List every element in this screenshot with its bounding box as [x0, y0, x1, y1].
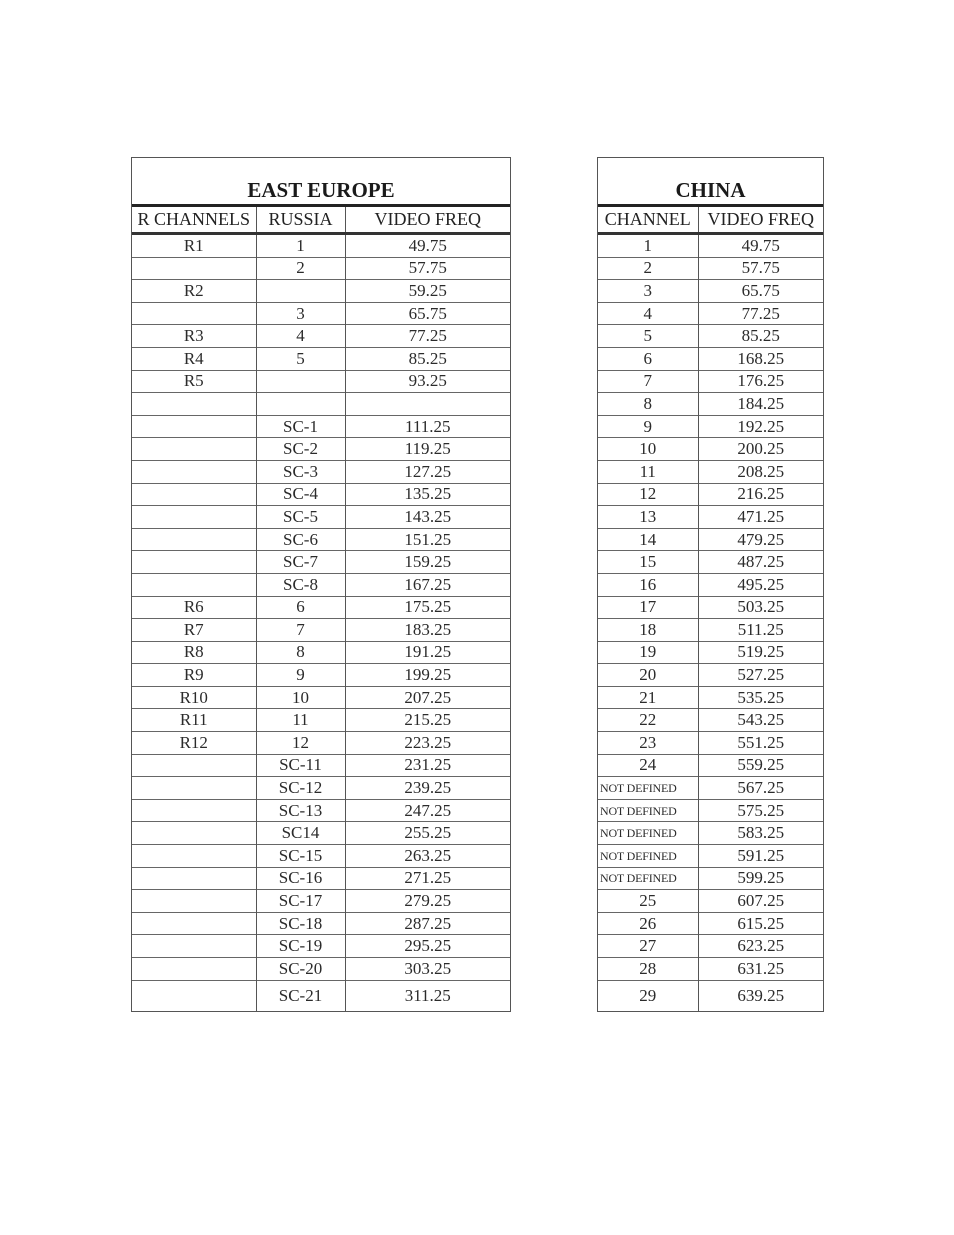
table-row — [132, 573, 510, 596]
russia-cell: SC-17 — [256, 890, 345, 913]
video-freq-cell: 85.25 — [345, 347, 510, 370]
video-freq-cell: 216.25 — [698, 483, 823, 506]
channel-cell: 28 — [598, 958, 698, 981]
channel-cell: NOT DEFINED — [598, 822, 698, 845]
video-freq-cell: 279.25 — [345, 890, 510, 913]
video-freq-cell: 135.25 — [345, 483, 510, 506]
header-row — [598, 207, 823, 234]
table-row — [598, 664, 823, 687]
table-row — [132, 867, 510, 890]
video-freq-cell: 111.25 — [345, 415, 510, 438]
table-row — [598, 709, 823, 732]
table-row — [132, 438, 510, 461]
video-freq-cell: 175.25 — [345, 596, 510, 619]
col-header-r-channels: R CHANNELS — [132, 207, 256, 234]
east-europe-table — [131, 157, 511, 1012]
video-freq-cell: 287.25 — [345, 912, 510, 935]
table-row — [132, 980, 510, 1011]
channel-cell: 24 — [598, 754, 698, 777]
col-header-channel: CHANNEL — [598, 207, 698, 234]
r-channel-cell — [132, 980, 256, 1011]
r-channel-cell — [132, 393, 256, 416]
channel-cell: NOT DEFINED — [598, 799, 698, 822]
table-row — [598, 438, 823, 461]
channel-cell: 13 — [598, 506, 698, 529]
russia-cell: SC14 — [256, 822, 345, 845]
russia-cell: 10 — [256, 686, 345, 709]
table-row — [132, 506, 510, 529]
col-header-video-freq: VIDEO FREQ — [698, 207, 823, 234]
r-channel-cell: R10 — [132, 686, 256, 709]
video-freq-cell: 503.25 — [698, 596, 823, 619]
video-freq-cell: 471.25 — [698, 506, 823, 529]
table-row — [132, 347, 510, 370]
channel-cell: 14 — [598, 528, 698, 551]
table-row — [132, 845, 510, 868]
table-row — [598, 551, 823, 574]
table-row — [132, 460, 510, 483]
r-channel-cell: R7 — [132, 619, 256, 642]
channel-cell: 19 — [598, 641, 698, 664]
video-freq-cell: 191.25 — [345, 641, 510, 664]
channel-cell: 2 — [598, 257, 698, 280]
russia-cell: SC-21 — [256, 980, 345, 1011]
video-freq-cell: 575.25 — [698, 799, 823, 822]
table-row — [132, 619, 510, 642]
r-channel-cell — [132, 506, 256, 529]
table-row — [132, 280, 510, 303]
r-channel-cell — [132, 890, 256, 913]
video-freq-cell: 527.25 — [698, 664, 823, 687]
table-row — [598, 980, 823, 1011]
channel-cell: 16 — [598, 573, 698, 596]
channel-cell: 23 — [598, 732, 698, 755]
russia-cell: SC-1 — [256, 415, 345, 438]
table-row — [132, 483, 510, 506]
video-freq-cell: 85.25 — [698, 325, 823, 348]
video-freq-cell: 77.25 — [698, 302, 823, 325]
r-channel-cell — [132, 302, 256, 325]
video-freq-cell: 199.25 — [345, 664, 510, 687]
r-channel-cell: R5 — [132, 370, 256, 393]
video-freq-cell: 57.75 — [345, 257, 510, 280]
table-row — [598, 415, 823, 438]
table-row — [598, 596, 823, 619]
table-row — [598, 325, 823, 348]
channel-cell: 11 — [598, 460, 698, 483]
channel-cell: 3 — [598, 280, 698, 303]
table-row — [132, 709, 510, 732]
channel-cell: 17 — [598, 596, 698, 619]
table-row — [598, 867, 823, 890]
table-row — [598, 370, 823, 393]
table-row — [132, 596, 510, 619]
video-freq-cell: 583.25 — [698, 822, 823, 845]
col-header-russia: RUSSIA — [256, 207, 345, 234]
table-row — [598, 890, 823, 913]
table-row — [598, 460, 823, 483]
video-freq-cell: 623.25 — [698, 935, 823, 958]
video-freq-cell: 303.25 — [345, 958, 510, 981]
table-row — [598, 799, 823, 822]
video-freq-cell: 247.25 — [345, 799, 510, 822]
video-freq-cell: 151.25 — [345, 528, 510, 551]
china-title: CHINA — [598, 158, 823, 207]
video-freq-cell: 519.25 — [698, 641, 823, 664]
video-freq-cell: 255.25 — [345, 822, 510, 845]
r-channel-cell — [132, 415, 256, 438]
table-row — [132, 641, 510, 664]
video-freq-cell: 207.25 — [345, 686, 510, 709]
r-channel-cell: R12 — [132, 732, 256, 755]
russia-cell: 6 — [256, 596, 345, 619]
table-row — [598, 506, 823, 529]
r-channel-cell: R11 — [132, 709, 256, 732]
video-freq-cell: 535.25 — [698, 686, 823, 709]
header-row — [132, 207, 510, 234]
video-freq-cell: 168.25 — [698, 347, 823, 370]
video-freq-cell: 239.25 — [345, 777, 510, 800]
video-freq-cell: 551.25 — [698, 732, 823, 755]
video-freq-cell: 495.25 — [698, 573, 823, 596]
table-row — [132, 935, 510, 958]
channel-cell: 12 — [598, 483, 698, 506]
table-row — [132, 754, 510, 777]
channel-cell: 21 — [598, 686, 698, 709]
russia-cell: 8 — [256, 641, 345, 664]
russia-cell: SC-11 — [256, 754, 345, 777]
video-freq-cell: 176.25 — [698, 370, 823, 393]
video-freq-cell: 567.25 — [698, 777, 823, 800]
video-freq-cell: 311.25 — [345, 980, 510, 1011]
channel-cell: 6 — [598, 347, 698, 370]
video-freq-cell: 479.25 — [698, 528, 823, 551]
table-row — [132, 370, 510, 393]
channel-cell: 9 — [598, 415, 698, 438]
channel-cell: NOT DEFINED — [598, 777, 698, 800]
table-row — [598, 686, 823, 709]
r-channel-cell — [132, 257, 256, 280]
video-freq-cell: 184.25 — [698, 393, 823, 416]
channel-cell: 29 — [598, 980, 698, 1011]
r-channel-cell — [132, 935, 256, 958]
r-channel-cell: R9 — [132, 664, 256, 687]
russia-cell: SC-16 — [256, 867, 345, 890]
table-row — [132, 890, 510, 913]
channel-cell: 22 — [598, 709, 698, 732]
table-row — [132, 686, 510, 709]
r-channel-cell: R8 — [132, 641, 256, 664]
video-freq-cell: 192.25 — [698, 415, 823, 438]
r-channel-cell — [132, 867, 256, 890]
russia-cell: 7 — [256, 619, 345, 642]
russia-cell: SC-19 — [256, 935, 345, 958]
r-channel-cell: R1 — [132, 234, 256, 258]
video-freq-cell: 639.25 — [698, 980, 823, 1011]
russia-cell — [256, 280, 345, 303]
channel-cell: 27 — [598, 935, 698, 958]
channel-cell: 4 — [598, 302, 698, 325]
video-freq-cell: 200.25 — [698, 438, 823, 461]
video-freq-cell: 615.25 — [698, 912, 823, 935]
table-row — [598, 573, 823, 596]
channel-cell: 5 — [598, 325, 698, 348]
video-freq-cell: 77.25 — [345, 325, 510, 348]
russia-cell: SC-7 — [256, 551, 345, 574]
channel-cell: 26 — [598, 912, 698, 935]
video-freq-cell: 208.25 — [698, 460, 823, 483]
east-europe-grid — [132, 207, 510, 1011]
r-channel-cell — [132, 438, 256, 461]
r-channel-cell — [132, 754, 256, 777]
russia-cell: SC-12 — [256, 777, 345, 800]
video-freq-cell: 93.25 — [345, 370, 510, 393]
table-row — [132, 302, 510, 325]
r-channel-cell — [132, 845, 256, 868]
r-channel-cell — [132, 958, 256, 981]
table-row — [598, 845, 823, 868]
video-freq-cell: 599.25 — [698, 867, 823, 890]
table-row — [132, 234, 510, 258]
r-channel-cell — [132, 573, 256, 596]
r-channel-cell — [132, 528, 256, 551]
table-row — [132, 325, 510, 348]
table-row — [132, 257, 510, 280]
video-freq-cell: 159.25 — [345, 551, 510, 574]
r-channel-cell — [132, 799, 256, 822]
russia-cell: 9 — [256, 664, 345, 687]
channel-cell: 7 — [598, 370, 698, 393]
video-freq-cell: 591.25 — [698, 845, 823, 868]
russia-cell: SC-8 — [256, 573, 345, 596]
table-row — [598, 347, 823, 370]
russia-cell: SC-15 — [256, 845, 345, 868]
china-grid — [598, 207, 823, 1011]
video-freq-cell: 543.25 — [698, 709, 823, 732]
r-channel-cell: R3 — [132, 325, 256, 348]
video-freq-cell: 49.75 — [408, 235, 447, 255]
table-row — [598, 754, 823, 777]
table-row — [598, 483, 823, 506]
channel-cell: 25 — [598, 890, 698, 913]
channel-cell: 10 — [598, 438, 698, 461]
r-channel-cell — [132, 483, 256, 506]
table-row — [132, 415, 510, 438]
video-freq-cell: 511.25 — [698, 619, 823, 642]
col-header-video-freq: VIDEO FREQ — [345, 207, 510, 234]
video-freq-cell: 271.25 — [345, 867, 510, 890]
channel-cell: 8 — [598, 393, 698, 416]
russia-cell: SC-20 — [256, 958, 345, 981]
r-channel-cell — [132, 822, 256, 845]
video-freq-cell: 127.25 — [345, 460, 510, 483]
table-row — [598, 234, 823, 258]
video-freq-cell: 631.25 — [698, 958, 823, 981]
r-channel-cell — [132, 460, 256, 483]
video-freq-cell: 295.25 — [345, 935, 510, 958]
russia-cell: 3 — [256, 302, 345, 325]
table-row — [598, 777, 823, 800]
video-freq-cell — [345, 393, 510, 416]
video-freq-cell: 49.75 — [741, 235, 780, 255]
video-freq-cell: 559.25 — [698, 754, 823, 777]
video-freq-cell: 487.25 — [698, 551, 823, 574]
table-row — [132, 777, 510, 800]
r-channel-cell: R6 — [132, 596, 256, 619]
video-freq-cell: 223.25 — [345, 732, 510, 755]
video-freq-cell: 119.25 — [345, 438, 510, 461]
table-row — [132, 799, 510, 822]
russia-cell: 11 — [256, 709, 345, 732]
russia-cell: SC-5 — [256, 506, 345, 529]
east-europe-title: EAST EUROPE — [132, 158, 510, 207]
table-row — [132, 732, 510, 755]
table-row — [598, 822, 823, 845]
table-row — [132, 912, 510, 935]
table-row — [598, 528, 823, 551]
russia-cell: SC-13 — [256, 799, 345, 822]
table-row — [132, 958, 510, 981]
table-row — [598, 912, 823, 935]
table-row — [598, 732, 823, 755]
video-freq-cell: 65.75 — [345, 302, 510, 325]
r-channel-cell: R4 — [132, 347, 256, 370]
table-row — [598, 393, 823, 416]
russia-cell: SC-2 — [256, 438, 345, 461]
table-row — [132, 551, 510, 574]
channel-cell: 15 — [598, 551, 698, 574]
russia-cell: SC-18 — [256, 912, 345, 935]
table-row — [598, 257, 823, 280]
video-freq-cell: 143.25 — [345, 506, 510, 529]
table-row — [132, 528, 510, 551]
video-freq-cell: 263.25 — [345, 845, 510, 868]
russia-cell — [256, 370, 345, 393]
table-row — [598, 958, 823, 981]
r-channel-cell — [132, 777, 256, 800]
video-freq-cell: 65.75 — [698, 280, 823, 303]
video-freq-cell: 607.25 — [698, 890, 823, 913]
r-channel-cell — [132, 551, 256, 574]
table-row — [598, 302, 823, 325]
russia-cell: 4 — [256, 325, 345, 348]
russia-cell: 2 — [256, 257, 345, 280]
russia-cell: 12 — [256, 732, 345, 755]
russia-cell: SC-6 — [256, 528, 345, 551]
russia-cell: SC-3 — [256, 460, 345, 483]
video-freq-cell: 231.25 — [345, 754, 510, 777]
channel-cell: 20 — [598, 664, 698, 687]
table-row — [598, 280, 823, 303]
russia-cell: 1 — [256, 234, 345, 258]
channel-cell: NOT DEFINED — [598, 867, 698, 890]
table-row — [132, 664, 510, 687]
table-row — [598, 619, 823, 642]
channel-cell: NOT DEFINED — [598, 845, 698, 868]
table-row — [132, 822, 510, 845]
video-freq-cell: 59.25 — [345, 280, 510, 303]
russia-cell: SC-4 — [256, 483, 345, 506]
r-channel-cell: R2 — [132, 280, 256, 303]
table-row — [598, 641, 823, 664]
video-freq-cell: 215.25 — [345, 709, 510, 732]
r-channel-cell — [132, 912, 256, 935]
russia-cell — [256, 393, 345, 416]
video-freq-cell: 183.25 — [345, 619, 510, 642]
table-row — [598, 935, 823, 958]
china-table — [597, 157, 824, 1012]
channel-cell: 1 — [598, 234, 698, 258]
video-freq-cell: 167.25 — [345, 573, 510, 596]
table-row — [132, 393, 510, 416]
video-freq-cell: 57.75 — [698, 257, 823, 280]
russia-cell: 5 — [256, 347, 345, 370]
channel-cell: 18 — [598, 619, 698, 642]
